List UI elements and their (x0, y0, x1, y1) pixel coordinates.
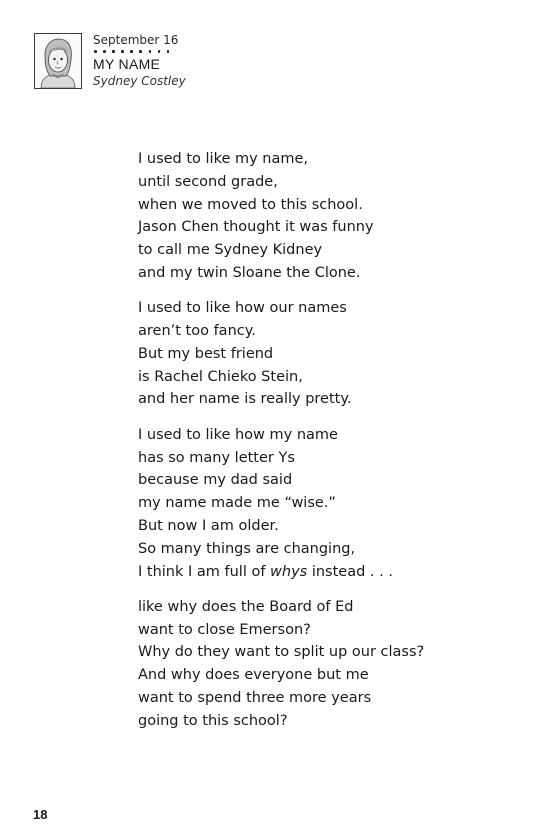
stanza (138, 596, 424, 733)
poem-header (93, 33, 186, 88)
poem-line: and my twin Sloane the Clone. (138, 264, 361, 281)
poem-line: I used to like my name, (138, 151, 309, 167)
poem-line: aren’t too fancy. (138, 323, 256, 340)
poem-line: is Rachel Chieko Stein, (138, 368, 303, 385)
page-number: 18 (33, 807, 48, 822)
poem-author: Sydney Costley (93, 73, 186, 88)
poem-line: Jason Chen thought it was funny (138, 219, 374, 236)
poem-line: Why do they want to split up our class? (138, 644, 425, 661)
poem-line: I used to like how our names (138, 300, 347, 317)
poem-line: because my dad said (138, 472, 293, 489)
line-text: instead . . . (307, 563, 393, 580)
poem-line: until second grade, (138, 173, 278, 190)
poem-line (138, 561, 424, 584)
poem-line: want to spend three more years (138, 690, 372, 707)
dotted-divider (93, 50, 186, 53)
poem-line: So many things are changing, (138, 540, 356, 557)
poem-date: September 16 (93, 33, 179, 47)
emphasized-word: whys (270, 563, 308, 580)
stanza (138, 297, 424, 411)
poem-line: and her name is really pretty. (138, 391, 352, 408)
poem-line: And why does everyone but me (138, 667, 369, 684)
poem-line: But now I am older. (138, 517, 279, 534)
stanza (138, 148, 424, 285)
poem-line: going to this school? (138, 712, 288, 729)
poem-line: when we moved to this school. (138, 196, 363, 213)
poem-title: MY NAME (93, 55, 161, 72)
author-portrait-illustration (34, 33, 82, 89)
poem-body (138, 148, 424, 745)
poem-line: to call me Sydney Kidney (138, 242, 323, 259)
poem-line: But my best friend (138, 345, 274, 362)
poem-line: has so many letter Ys (138, 449, 295, 466)
poem-line: I used to like how my name (138, 426, 338, 443)
poem-line: want to close Emerson? (138, 621, 311, 638)
line-text: I think I am full of (138, 563, 271, 580)
poem-line: my name made me “wise.” (138, 495, 336, 512)
stanza (138, 424, 424, 584)
poem-line: like why does the Board of Ed (138, 598, 354, 615)
